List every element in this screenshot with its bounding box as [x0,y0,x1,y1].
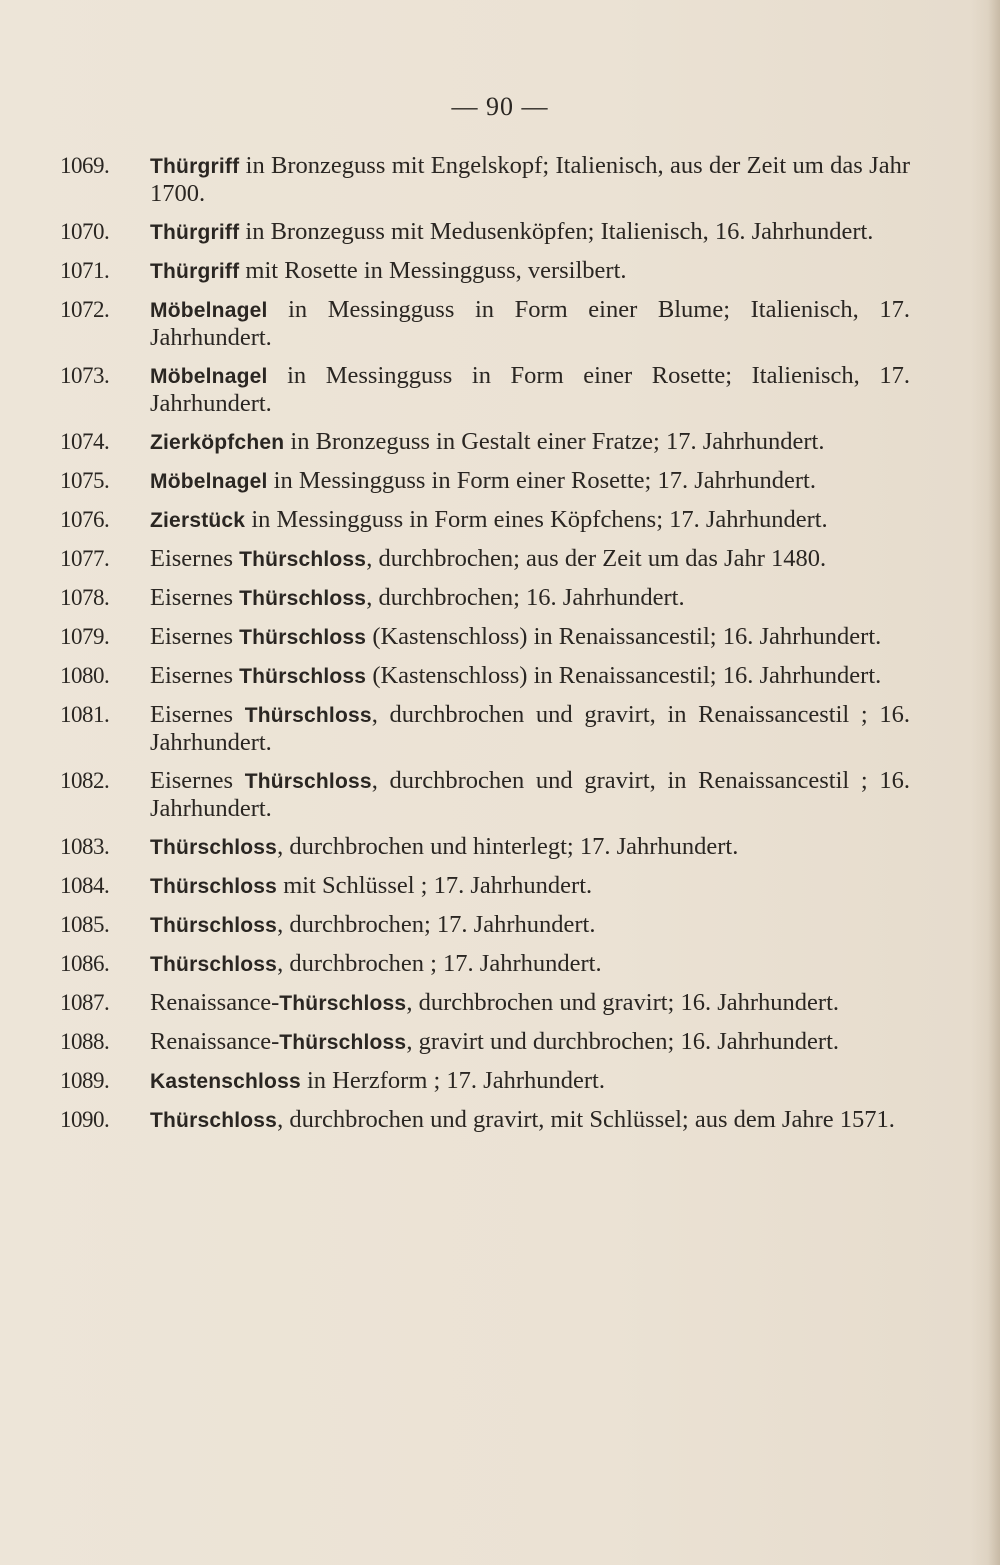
entry-term: Thürschloss [150,836,278,859]
entry-text: (Kastenschloss) in Renaissancestil; 16. Jahrhundert. [366,623,882,650]
entry-text: , durchbrochen und gravirt, in Renaissancestil ; 16. Jahrhundert. [150,767,911,822]
catalog-entry [60,584,910,612]
entry-number: 1082. [60,768,110,793]
page-number: — 90 — [451,92,549,121]
entry-term: Thürschloss [239,587,367,610]
catalog-entry [60,467,910,495]
catalog-entry [60,506,910,534]
entry-number: 1072. [60,297,110,322]
entry-text: , durchbrochen und gravirt, in Renaissancestil ; 16. Jahrhundert. [150,701,911,756]
page-edge-shadow [988,0,1000,1565]
entry-text: , durchbrochen und gravirt, mit Schlüssel; aus dem Jahre 1571. [277,1106,895,1133]
entry-term: Kastenschloss [150,1070,301,1093]
catalog-entry [60,428,910,456]
entry-term: Thürschloss [244,770,372,793]
entry-text: in Bronzeguss mit Engelskopf; Italienisch, aus der Zeit um das Jahr 1700. [150,152,910,207]
entry-number: 1081. [60,702,110,727]
entry-text: , durchbrochen; 16. Jahrhundert. [366,584,685,611]
entry-number: 1071. [60,258,110,283]
entry-number: 1069. [60,153,110,178]
entry-prefix: Eisernes [150,767,245,794]
entry-text: , gravirt und durchbrochen; 16. Jahrhundert. [406,1028,840,1055]
catalog-entry [60,950,910,978]
entry-term: Thürschloss [239,548,367,571]
entry-number: 1075. [60,468,110,493]
entry-prefix: Eisernes [150,662,240,689]
catalog-entry [60,1028,910,1056]
catalog-entry [60,1067,910,1095]
entry-prefix: Renaissance- [150,1028,280,1055]
catalog-entry [60,362,910,417]
catalog-entry [60,218,910,246]
entry-number: 1086. [60,951,110,976]
entry-text: , durchbrochen und hinterlegt; 17. Jahrhundert. [277,833,739,860]
entry-text: , durchbrochen; 17. Jahrhundert. [277,911,596,938]
entry-number: 1073. [60,363,110,388]
entry-number: 1090. [60,1107,110,1132]
catalog-entry [60,623,910,651]
catalog-entry [60,989,910,1017]
entry-text: in Messingguss in Form einer Rosette; 17. Jahrhundert. [267,467,816,494]
entry-text: , durchbrochen und gravirt; 16. Jahrhundert. [406,989,840,1016]
entry-term: Thürschloss [239,665,367,688]
entry-number: 1085. [60,912,110,937]
entry-number: 1088. [60,1029,110,1054]
entry-term: Zierköpfchen [150,431,285,454]
catalog-entry [60,662,910,690]
entry-text: , durchbrochen; aus der Zeit um das Jahr 1480. [366,545,827,572]
catalog-entry [60,833,910,861]
catalog-entry [60,1106,910,1134]
entry-text: , durchbrochen ; 17. Jahrhundert. [277,950,602,977]
entry-number: 1078. [60,585,110,610]
entry-prefix: Eisernes [150,584,240,611]
entry-term: Thürschloss [279,992,407,1015]
entry-term: Möbelnagel [150,299,268,322]
entry-number: 1076. [60,507,110,532]
entry-prefix: Eisernes [150,701,245,728]
entry-number: 1083. [60,834,110,859]
entry-term: Thürschloss [279,1031,407,1054]
entry-term: Thürgriff [150,155,240,178]
entry-text: in Bronzeguss in Gestalt einer Fratze; 17. Jahrhundert. [284,428,825,455]
entry-number: 1077. [60,546,110,571]
catalog-entry [60,911,910,939]
entry-text: in Herzform ; 17. Jahrhundert. [300,1067,605,1094]
entry-text: mit Schlüssel ; 17. Jahrhundert. [277,872,593,899]
entry-text: (Kastenschloss) in Renaissancestil; 16. Jahrhundert. [366,662,882,689]
entry-number: 1087. [60,990,110,1015]
entry-term: Thürgriff [150,260,240,283]
catalog-entry [60,872,910,900]
entry-text: in Messingguss in Form eines Köpfchens; 17. Jahrhundert. [245,506,828,533]
catalog-entry [60,257,910,285]
entry-number: 1084. [60,873,110,898]
entry-text: in Bronzeguss mit Medusenköpfen; Italienisch, 16. Jahrhundert. [239,218,874,245]
entry-term: Thürschloss [150,1109,278,1132]
entry-number: 1089. [60,1068,110,1093]
catalog-entry [60,296,910,351]
catalog-entry [60,152,910,207]
catalog-entry [60,767,910,822]
entry-text: in Messingguss in Form einer Rosette; Italienisch, 17. Jahrhundert. [150,362,910,417]
entry-number: 1070. [60,219,110,244]
entry-list [60,152,910,1145]
entry-text: mit Rosette in Messingguss, versilbert. [239,257,627,284]
entry-prefix: Renaissance- [150,989,280,1016]
entry-text: in Messingguss in Form einer Blume; Italienisch, 17. Jahrhundert. [150,296,910,351]
entry-term: Thürschloss [244,704,372,727]
entry-prefix: Eisernes [150,623,240,650]
entry-prefix: Eisernes [150,545,240,572]
entry-term: Thürschloss [239,626,367,649]
entry-term: Möbelnagel [150,470,268,493]
entry-number: 1080. [60,663,110,688]
entry-number: 1079. [60,624,110,649]
entry-term: Thürgriff [150,221,240,244]
entry-term: Thürschloss [150,914,278,937]
entry-term: Zierstück [150,509,246,532]
catalog-entry [60,545,910,573]
catalog-entry [60,701,910,756]
entry-term: Möbelnagel [150,365,268,388]
entry-term: Thürschloss [150,875,278,898]
entry-term: Thürschloss [150,953,278,976]
entry-number: 1074. [60,429,110,454]
